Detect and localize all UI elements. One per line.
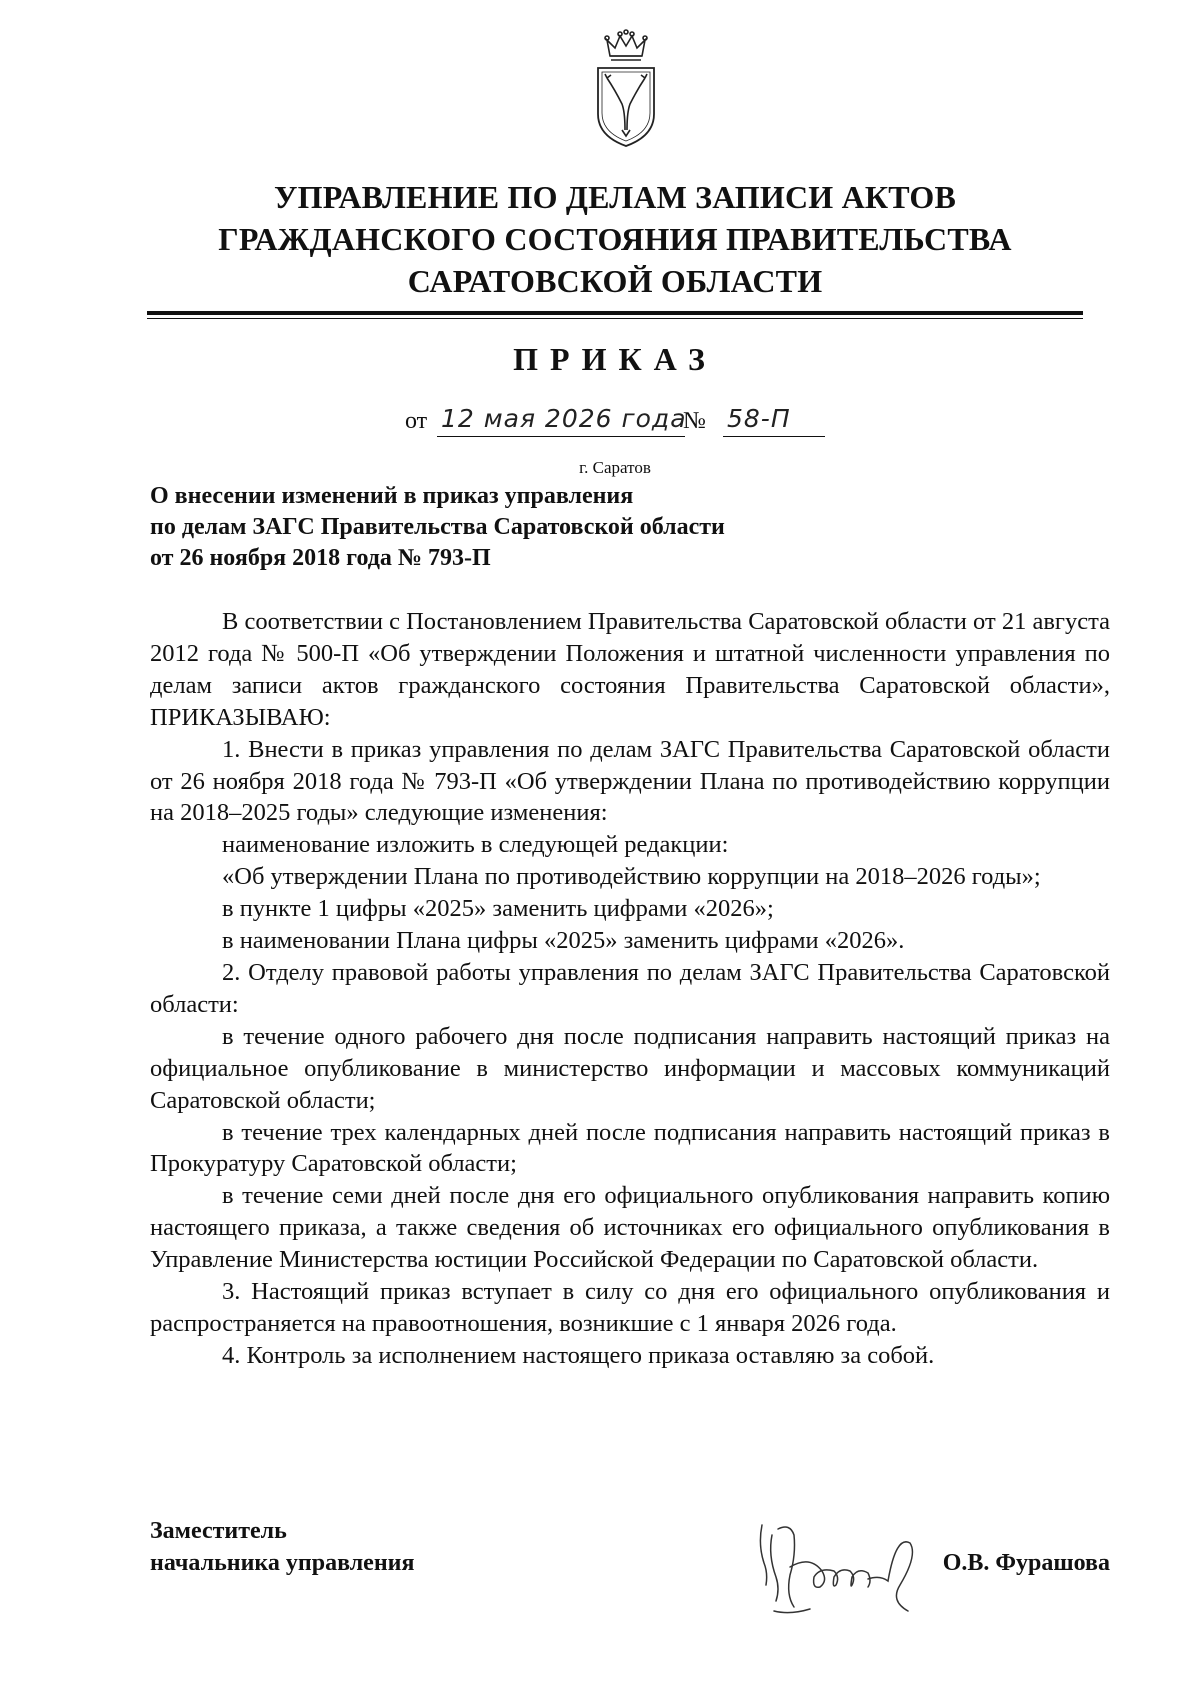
handwritten-date: 12 мая 2026 года — [441, 404, 687, 433]
body-paragraph: 2. Отделу правовой работы управления по делам ЗАГС Правительства Саратовской области: — [150, 958, 1110, 1018]
document-type-title: ПРИКАЗ — [513, 341, 717, 377]
signature-block — [150, 1515, 1110, 1635]
body-paragraph: в течение трех календарных дней после подписания направить настоящий приказ в Прокуратуру Саратовской области; — [150, 1118, 1110, 1178]
number-underline — [723, 436, 825, 437]
document-body — [150, 606, 1110, 1372]
body-paragraph: в течение одного рабочего дня после подписания направить настоящий приказ на официальное опубликование в министерство информации и массовых коммуникаций Саратовской области; — [150, 1022, 1110, 1114]
agency-heading — [150, 176, 1080, 302]
signatory-name: О.В. Фурашова — [942, 1550, 1110, 1576]
handwritten-number: 58-П — [727, 404, 791, 433]
body-paragraph: «Об утверждении Плана по противодействию коррупции на 2018–2026 годы»; — [222, 863, 1041, 891]
header-rule-thin — [147, 318, 1083, 319]
agency-line: САРАТОВСКОЙ ОБЛАСТИ — [407, 263, 823, 299]
subject-line: по делам ЗАГС Правительства Саратовской области — [150, 514, 725, 540]
handwritten-signature — [750, 1515, 940, 1625]
date-underline — [437, 436, 685, 437]
header-rule-thick — [147, 311, 1083, 315]
subject-line: О внесении изменений в приказ управления — [150, 483, 634, 509]
date-prefix: от — [405, 408, 428, 434]
body-paragraph: В соответствии с Постановлением Правительства Саратовской области от 21 августа 2012 года № 500-П «Об утверждении Положения и штатной численности управления по делам записи актов гражданского состояния Правительства Саратовской области», ПРИКАЗЫВАЮ: — [150, 608, 1110, 731]
saratov-coat-of-arms-icon — [595, 26, 657, 148]
body-paragraph: наименование изложить в следующей редакции: — [222, 831, 729, 859]
agency-line: ГРАЖДАНСКОГО СОСТОЯНИЯ ПРАВИТЕЛЬСТВА — [218, 221, 1012, 257]
signatory-title-line: Заместитель — [150, 1518, 287, 1544]
body-paragraph: 1. Внести в приказ управления по делам ЗАГС Правительства Саратовской области от 26 ноября 2018 года № 793-П «Об утверждении Плана по противодействию коррупции на 2018–2025 годы» следующие изменения: — [150, 735, 1110, 827]
body-paragraph: 3. Настоящий приказ вступает в силу со дня его официального опубликования и распространяется на правоотношения, возникшие с 1 января 2026 года. — [150, 1278, 1110, 1337]
number-sign: № — [683, 408, 706, 434]
document-subject — [150, 481, 970, 574]
body-paragraph: в течение семи дней после дня его официального опубликования направить копию настоящего приказа, а также сведения об источниках его официального опубликования в Управление Министерства юстиции Российской Федерации по Саратовской области. — [150, 1182, 1110, 1274]
subject-line: от 26 ноября 2018 года № 793-П — [150, 545, 491, 571]
body-paragraph: в наименовании Плана цифры «2025» заменить цифрами «2026». — [222, 927, 905, 955]
body-paragraph: в пункте 1 цифры «2025» заменить цифрами «2026»; — [222, 895, 774, 923]
signatory-title-line: начальника управления — [150, 1550, 415, 1576]
date-number-line — [405, 400, 865, 440]
city-label: г. Саратов — [579, 458, 651, 477]
body-paragraph: 4. Контроль за исполнением настоящего приказа оставляю за собой. — [222, 1341, 935, 1369]
agency-line: УПРАВЛЕНИЕ ПО ДЕЛАМ ЗАПИСИ АКТОВ — [273, 179, 957, 215]
